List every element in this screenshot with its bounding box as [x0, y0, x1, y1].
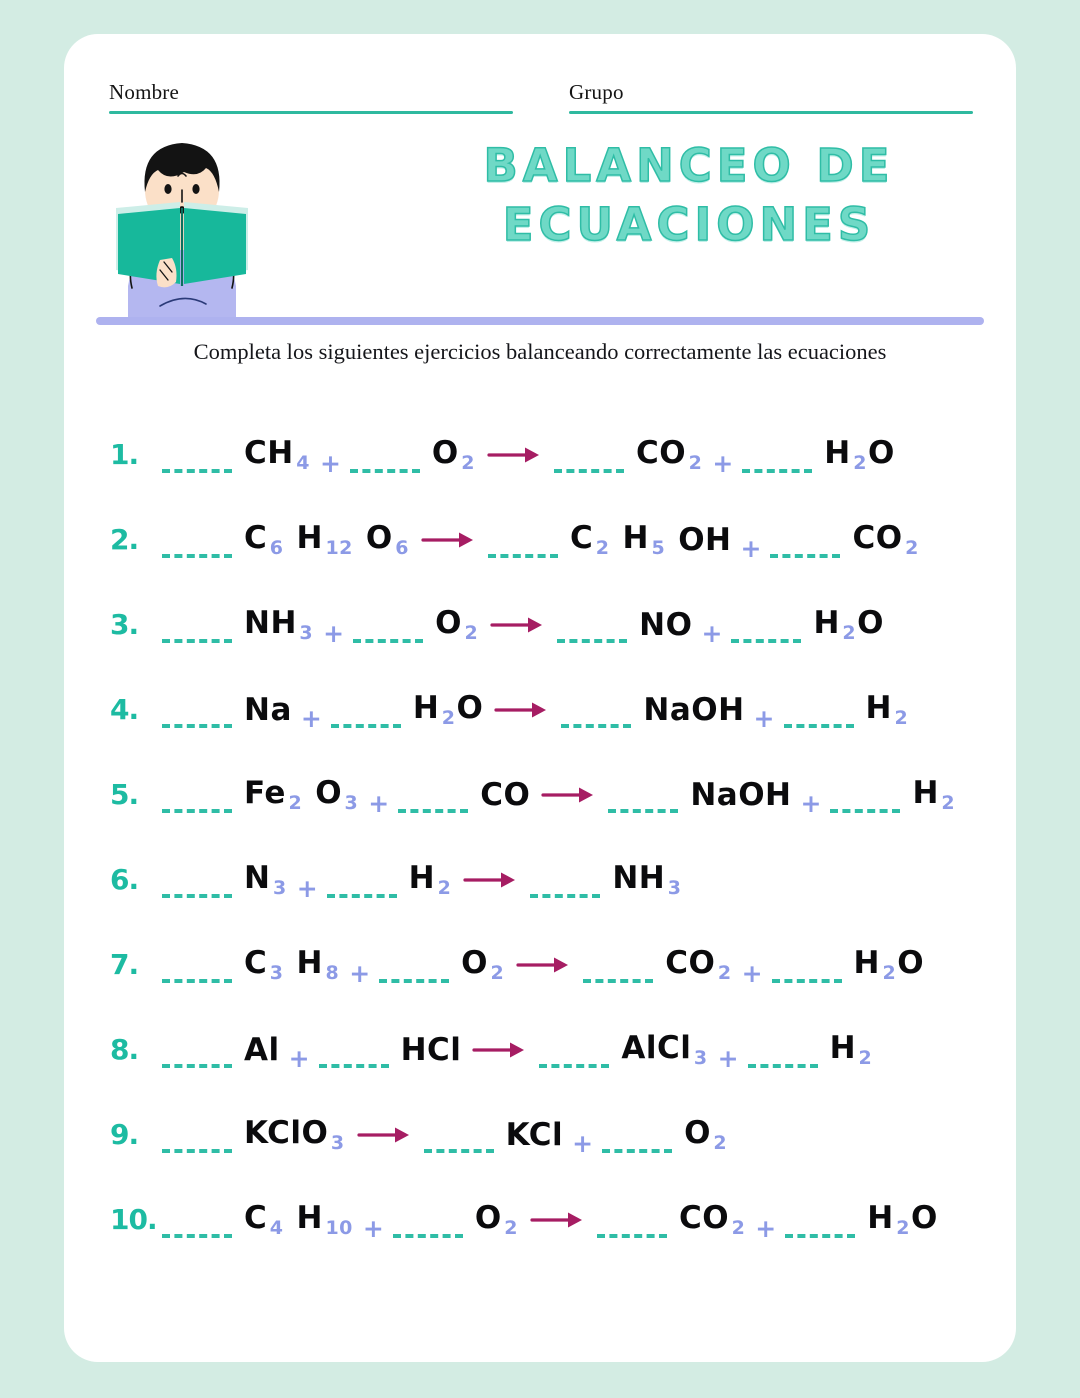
chemical-formula [297, 945, 341, 984]
coefficient-blank[interactable] [396, 782, 470, 808]
formula-subscript: 2 [464, 622, 479, 644]
page-title-line-1: BALANCEO DE [483, 139, 895, 192]
plus-sign: + [572, 1129, 594, 1158]
formula-subscript: 3 [269, 962, 284, 984]
coefficient-blank[interactable] [600, 1122, 674, 1148]
formula-element-tail: O [456, 690, 484, 726]
coefficient-blank[interactable] [828, 782, 902, 808]
formula-element: Na [244, 691, 292, 728]
coefficient-blank[interactable] [486, 527, 560, 553]
reaction-arrow-icon [530, 1208, 586, 1232]
coefficient-blank[interactable] [325, 867, 399, 893]
formula-element: H [824, 435, 851, 471]
formula-subscript: 2 [731, 1217, 746, 1239]
formula-element: O [315, 775, 343, 811]
formula-subscript: 2 [504, 1217, 518, 1239]
header-divider [96, 317, 984, 325]
formula-element: KCl [505, 1116, 564, 1153]
formula-element: C [244, 945, 268, 981]
chemical-formula [435, 605, 479, 644]
formula-element: NH [244, 605, 297, 641]
plus-sign: + [800, 789, 822, 818]
chemical-formula [315, 775, 359, 814]
formula-element-tail: O [910, 1200, 938, 1236]
formula-subscript: 2 [688, 452, 703, 474]
formula-subscript: 8 [325, 962, 340, 984]
equation [156, 1026, 1016, 1073]
plus-sign: + [712, 449, 734, 478]
formula-subscript: 2 [713, 1132, 728, 1154]
coefficient-blank[interactable] [559, 697, 633, 723]
formula-element: O [365, 520, 393, 556]
coefficient-blank[interactable] [160, 697, 234, 723]
exercise-row [64, 497, 1016, 582]
formula-subscript: 4 [269, 1217, 284, 1239]
coefficient-blank[interactable] [746, 1037, 820, 1063]
equation [156, 771, 1016, 818]
formula-element: C [570, 520, 594, 556]
equation [156, 856, 1016, 903]
coefficient-blank[interactable] [160, 527, 234, 553]
reaction-arrow-icon [421, 528, 477, 552]
chemical-formula [244, 945, 285, 984]
coefficient-blank[interactable] [391, 1207, 465, 1233]
group-field-rule [569, 111, 973, 114]
worksheet-sheet [64, 34, 1016, 1362]
coefficient-blank[interactable] [783, 1207, 857, 1233]
chemical-formula [461, 945, 505, 984]
exercise-row [64, 1092, 1016, 1177]
formula-element: CO [678, 1200, 730, 1236]
coefficient-blank[interactable] [160, 1207, 234, 1233]
exercise-number: 6. [110, 863, 139, 896]
formula-subscript: 2 [882, 962, 897, 984]
formula-subscript: 3 [693, 1047, 708, 1069]
group-field-label: Grupo [569, 80, 624, 104]
equation [156, 1196, 1016, 1243]
formula-subscript: 4 [296, 452, 310, 474]
formula-element: NaOH [643, 691, 745, 728]
formula-element: KClO [244, 1115, 329, 1151]
formula-subscript: 2 [896, 1217, 910, 1239]
chemical-formula [621, 1030, 708, 1069]
chemical-formula [244, 692, 292, 728]
exercise-number: 3. [110, 608, 139, 641]
reaction-arrow-icon [516, 953, 572, 977]
exercise-number: 10. [110, 1203, 157, 1236]
coefficient-blank[interactable] [782, 697, 856, 723]
formula-element: H [813, 605, 840, 641]
formula-element: H [829, 1030, 857, 1066]
formula-subscript: 2 [894, 707, 909, 729]
exercise-row [64, 412, 1016, 497]
chemical-formula [623, 520, 667, 559]
formula-subscript: 5 [651, 537, 666, 559]
formula-subscript: 10 [325, 1217, 353, 1239]
formula-subscript: 2 [288, 792, 303, 814]
chemical-formula [432, 435, 476, 474]
coefficient-blank[interactable] [581, 952, 655, 978]
chemical-formula [665, 945, 732, 984]
formula-element: O [461, 945, 488, 981]
equation [156, 601, 1016, 648]
chemical-formula [475, 1200, 519, 1239]
equation [156, 686, 1016, 733]
plus-sign: + [349, 959, 371, 988]
exercise-row [64, 922, 1016, 1007]
chemical-formula [506, 1117, 564, 1153]
coefficient-blank[interactable] [317, 1037, 391, 1063]
plus-sign: + [300, 704, 322, 733]
reaction-arrow-icon [472, 1038, 528, 1062]
formula-element: CH [244, 435, 294, 471]
exercise-number: 8. [110, 1033, 139, 1066]
exercise-row [64, 837, 1016, 922]
plus-sign: + [755, 1214, 777, 1243]
instructions-text: Completa los siguientes ejercicios balanceando correctamente las ecuaciones [193, 339, 887, 364]
coefficient-blank[interactable] [160, 1122, 234, 1148]
formula-element: NO [639, 606, 693, 643]
chemical-formula [244, 435, 311, 474]
exercise-number: 5. [110, 778, 139, 811]
coefficient-blank[interactable] [348, 442, 422, 468]
coefficient-blank[interactable] [160, 1037, 234, 1063]
formula-element: C [244, 520, 268, 556]
reaction-arrow-icon [541, 783, 597, 807]
plus-sign: + [701, 619, 723, 648]
coefficient-blank[interactable] [768, 527, 842, 553]
equation [156, 431, 1016, 478]
formula-element: CO [665, 945, 716, 981]
exercise-list [64, 412, 1016, 1262]
exercise-row [64, 1177, 1016, 1262]
coefficient-blank[interactable] [555, 612, 629, 638]
chemical-formula [813, 605, 884, 644]
name-field-label: Nombre [109, 80, 180, 104]
exercise-row [64, 1007, 1016, 1092]
formula-subscript: 2 [490, 962, 505, 984]
coefficient-blank[interactable] [160, 952, 234, 978]
coefficient-blank[interactable] [528, 867, 602, 893]
plus-sign: + [362, 1214, 384, 1243]
coefficient-blank[interactable] [329, 697, 403, 723]
plus-sign: + [288, 1044, 310, 1073]
coefficient-blank[interactable] [537, 1037, 611, 1063]
plus-sign: + [319, 449, 341, 478]
chemical-formula [636, 435, 703, 474]
reaction-arrow-icon [463, 868, 519, 892]
formula-subscript: 6 [395, 537, 409, 559]
formula-element: Fe [244, 775, 286, 811]
coefficient-blank[interactable] [770, 952, 844, 978]
formula-element: O [474, 1200, 502, 1236]
chemical-formula [570, 520, 611, 559]
formula-subscript: 2 [905, 537, 919, 559]
coefficient-blank[interactable] [729, 612, 803, 638]
formula-element: Al [244, 1031, 280, 1068]
formula-element: H [912, 775, 939, 811]
chemical-formula [690, 777, 791, 813]
chemical-formula [852, 520, 919, 559]
chemical-formula [830, 1030, 874, 1069]
formula-subscript: 2 [941, 792, 956, 814]
chemical-formula [612, 860, 682, 899]
plus-sign: + [296, 874, 318, 903]
plus-sign: + [741, 959, 763, 988]
plus-sign: + [368, 789, 390, 818]
chemical-formula [401, 1032, 462, 1068]
coefficient-blank[interactable] [377, 952, 451, 978]
equation [156, 1111, 1016, 1158]
chemical-formula [643, 692, 744, 728]
chemical-formula [244, 520, 285, 559]
equation [156, 941, 1016, 988]
coefficient-blank[interactable] [740, 442, 814, 468]
formula-element: N [244, 860, 271, 896]
chemical-formula [684, 1115, 728, 1154]
formula-subscript: 2 [853, 452, 867, 474]
reaction-arrow-icon [494, 698, 550, 722]
reaction-arrow-icon [357, 1123, 413, 1147]
formula-element-tail: O [897, 945, 925, 981]
formula-subscript: 3 [330, 1132, 345, 1154]
formula-element-tail: O [857, 605, 884, 641]
chemical-formula [244, 775, 303, 814]
formula-element: NH [612, 860, 666, 896]
chemical-formula [244, 860, 288, 899]
chemical-formula [854, 945, 925, 984]
formula-element: H [867, 1200, 894, 1236]
exercise-number: 1. [110, 438, 139, 471]
formula-subscript: 3 [344, 792, 359, 814]
page-title-line-2: ECUACIONES [502, 198, 876, 252]
formula-element: OH [678, 521, 732, 558]
coefficient-blank[interactable] [351, 612, 425, 638]
chemical-formula [480, 777, 530, 813]
chemical-formula [297, 1200, 354, 1239]
formula-element: H [296, 1200, 323, 1236]
page-title [394, 136, 984, 255]
exercise-number: 4. [110, 693, 139, 726]
formula-subscript: 3 [299, 622, 314, 644]
formula-subscript: 6 [269, 537, 284, 559]
coefficient-blank[interactable] [552, 442, 626, 468]
chemical-formula [297, 520, 354, 559]
coefficient-blank[interactable] [160, 612, 234, 638]
formula-element: HCl [400, 1031, 462, 1068]
reaction-arrow-icon [487, 443, 543, 467]
chemical-formula [244, 1115, 346, 1154]
chemical-formula [824, 435, 895, 474]
formula-subscript: 2 [595, 537, 610, 559]
chemical-formula [366, 520, 410, 559]
formula-subscript: 3 [272, 877, 287, 899]
formula-element: H [412, 690, 440, 726]
plus-sign: + [740, 534, 762, 563]
coefficient-blank[interactable] [595, 1207, 669, 1233]
chemical-formula [679, 1200, 746, 1239]
equation [156, 516, 1016, 563]
group-field[interactable] [569, 80, 973, 114]
chemical-formula [244, 1032, 280, 1068]
chemical-formula [409, 860, 453, 899]
formula-subscript: 3 [667, 877, 682, 899]
formula-subscript: 12 [325, 537, 353, 559]
exercise-row [64, 667, 1016, 752]
exercise-row [64, 752, 1016, 837]
formula-element: CO [635, 435, 687, 471]
formula-subscript: 2 [437, 877, 452, 899]
chemical-formula [244, 1200, 285, 1239]
coefficient-blank[interactable] [160, 867, 234, 893]
formula-element: H [865, 690, 892, 726]
exercise-number: 2. [110, 523, 139, 556]
plus-sign: + [323, 619, 345, 648]
formula-element: H [853, 945, 880, 981]
formula-element: H [622, 520, 649, 556]
formula-element: H [296, 520, 323, 556]
exercise-row [64, 582, 1016, 667]
boy-reading-book-illustration [102, 110, 262, 324]
formula-element: NaOH [690, 776, 792, 813]
reaction-arrow-icon [490, 613, 546, 637]
formula-element: CO [480, 776, 531, 813]
formula-element: O [435, 605, 462, 641]
formula-element: C [244, 1200, 268, 1236]
name-field[interactable] [109, 80, 513, 114]
coefficient-blank[interactable] [422, 1122, 496, 1148]
formula-element: O [684, 1115, 711, 1151]
chemical-formula [639, 607, 692, 643]
formula-subscript: 2 [441, 707, 456, 729]
coefficient-blank[interactable] [606, 782, 680, 808]
formula-subscript: 2 [717, 962, 732, 984]
formula-element: H [408, 860, 436, 896]
chemical-formula [912, 775, 956, 814]
formula-element: AlCl [621, 1030, 692, 1066]
formula-element-tail: O [867, 435, 895, 471]
plus-sign: + [753, 704, 775, 733]
chemical-formula [413, 690, 484, 729]
formula-subscript: 2 [842, 622, 857, 644]
formula-subscript: 2 [461, 452, 475, 474]
plus-sign: + [717, 1044, 739, 1073]
exercise-number: 9. [110, 1118, 139, 1151]
chemical-formula [678, 522, 731, 558]
chemical-formula [244, 605, 314, 644]
chemical-formula [867, 1200, 938, 1239]
coefficient-blank[interactable] [160, 442, 234, 468]
formula-element: H [296, 945, 323, 981]
formula-element: CO [852, 520, 903, 556]
coefficient-blank[interactable] [160, 782, 234, 808]
exercise-number: 7. [110, 948, 139, 981]
chemical-formula [866, 690, 910, 729]
formula-subscript: 2 [858, 1047, 873, 1069]
formula-element: O [431, 435, 459, 471]
